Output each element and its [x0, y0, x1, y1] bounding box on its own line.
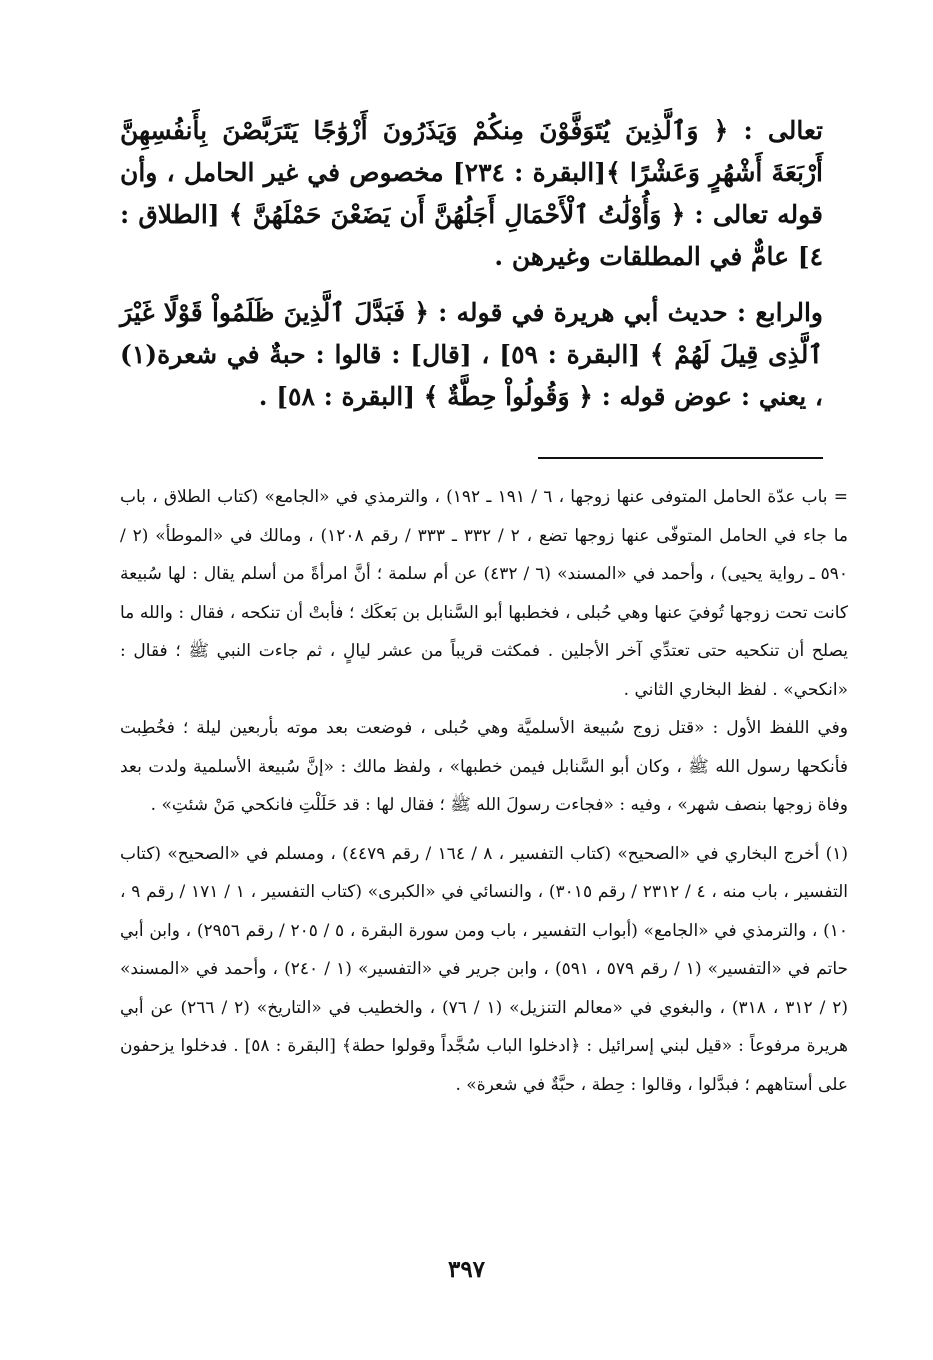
page-number: ٣٩٧ — [447, 1256, 486, 1283]
main-text-block — [120, 110, 823, 418]
footnote-continuation: = باب عدّة الحامل المتوفى عنها زوجها ، ٦ / ١٩١ ـ ١٩٢) ، والترمذي في «الجامع» (كتاب الطلاق ، باب ما جاء في الحامل المتوفّى عنها زوجها تضع ، ٢ / ٣٣٢ ـ ٣٣٣ / رقم ١٢٠٨) ، ومالك في «الموطأ» (٢ / ٥٩٠ ـ رواية يحيى) ، وأحمد في «المسند» (٦ / ٤٣٢) عن أم سلمة ؛ أنَّ امرأةً من أسلم يقال : لها سُبيعة كانت تحت زوجها تُوفيَ عنها وهي حُبلى ، فخطبها أبو السَّنابل بن بَعكَك ؛ فأبتْ أن تنكحه ، فقال : والله ما يصلح أن تنكحيه حتى تعتدِّي آخر الأجلين . فمكثت قريباً من عشر ليالٍ ، ثم جاءت النبي ﷺ ؛ فقال : «انكحي» . لفظ البخاري الثاني . — [120, 487, 848, 700]
footnote-separator — [538, 457, 823, 459]
footnote-continuation-2: وفي اللفظ الأول : «قتل زوج سُبيعة الأسلميَّة وهي حُبلى ، فوضعت بعد موته بأربعين ليلة ؛ فخُطِبت فأنكحها رسول الله ﷺ ، وكان أبو السَّنابل فيمن خطبها» ، ولفظ مالك : «إنَّ سُبيعة الأسلمية ولدت بعد وفاة زوجها بنصف شهر» ، وفيه : «فجاءت رسولَ الله ﷺ ؛ فقال لها : قد حَلَلْتِ فانكحي مَنْ شئتِ» . — [120, 718, 848, 815]
main-paragraph-1: تعالى : ﴿ وَٱلَّذِينَ يُتَوَفَّوْنَ مِنكُمْ وَيَذَرُونَ أَزْوَٰجًا يَتَرَبَّصْنَ بِأَنفُسِهِنَّ أَرْبَعَةَ أَشْهُرٍ وَعَشْرًا ﴾[البقرة : ٢٣٤] مخصوص في غير الحامل ، وأن قوله تعالى : ﴿ وَأُوْلَٰتُ ٱلْأَحْمَالِ أَجَلُهُنَّ أَن يَضَعْنَ حَمْلَهُنَّ ﴾ [الطلاق : ٤] عامٌّ في المطلقات وغيرهن . — [120, 116, 823, 271]
footnote-1: (١) أخرج البخاري في «الصحيح» (كتاب التفسير ، ٨ / ١٦٤ / رقم ٤٤٧٩) ، ومسلم في «الصحيح» (كتاب التفسير ، باب منه ، ٤ / ٢٣١٢ / رقم ٣٠١٥) ، والنسائي في «الكبرى» (كتاب التفسير ، ١ / ١٧١ / رقم ٩ ، ١٠) ، والترمذي في «الجامع» (أبواب التفسير ، باب ومن سورة البقرة ، ٥ / ٢٠٥ / رقم ٢٩٥٦) ، وابن أبي حاتم في «التفسير» (١ / رقم ٥٧٩ ، ٥٩١) ، وابن جرير في «التفسير» (١ / ٢٤٠) ، وأحمد في «المسند» (٢ / ٣١٢ ، ٣١٨) ، والبغوي في «معالم التنزيل» (١ / ٧٦) ، والخطيب في «التاريخ» (٢ / ٢٦٦) عن أبي هريرة مرفوعاً : «قيل لبني إسرائيل : ﴿ادخلوا الباب سُجَّداً وقولوا حطة﴾ [البقرة : ٥٨] . فدخلوا يزحفون على أستاههم ؛ فبدَّلوا ، وقالوا : حِطة ، حبَّةٌ في شعرة» . — [120, 843, 849, 1095]
footnotes-block — [120, 478, 848, 1104]
main-paragraph-2: والرابع : حديث أبي هريرة في قوله : ﴿ فَبَدَّلَ ٱلَّذِينَ ظَلَمُواْ قَوْلًا غَيْرَ ٱلَّذِى قِيلَ لَهُمْ ﴾ [البقرة : ٥٩] ، [قال] : قالوا : حبةٌ في شعرة(١) ، يعني : عوض قوله : ﴿ وَقُولُواْ حِطَّةٌ ﴾ [البقرة : ٥٨] . — [120, 298, 823, 411]
